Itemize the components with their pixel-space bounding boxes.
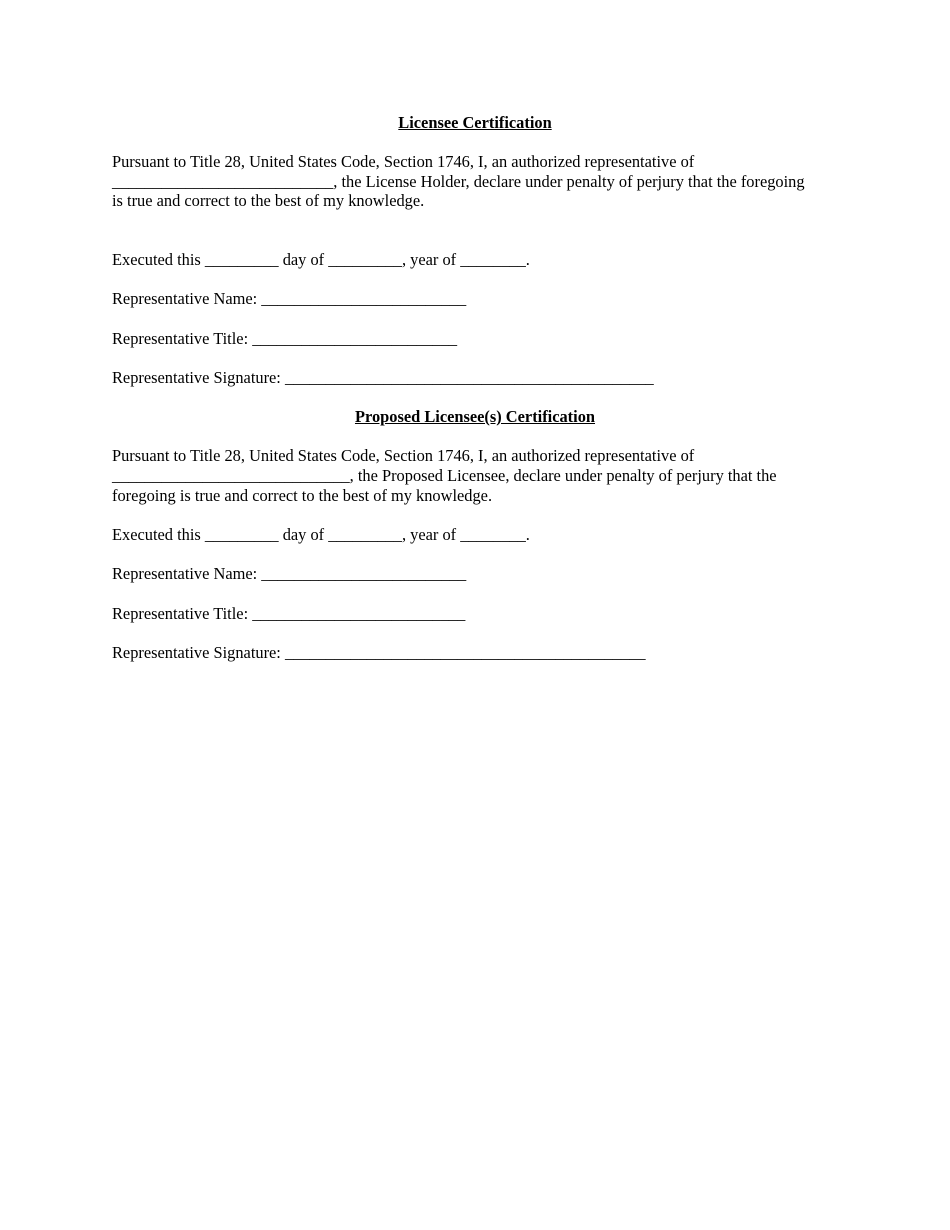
proposed-executed-line: Executed this _________ day of _________, year of ________. bbox=[112, 525, 530, 544]
proposed-representative-name-line: Representative Name: _________________________ bbox=[112, 564, 467, 583]
proposed-licensee-certification-heading: Proposed Licensee(s) Certification bbox=[354, 407, 596, 426]
licensee-certification-heading: Licensee Certification bbox=[398, 113, 552, 132]
licensee-representative-signature-line: Representative Signature: _____________________________________________ bbox=[112, 368, 654, 387]
proposed-paragraph-line-3: foregoing is true and correct to the best of my knowledge. bbox=[112, 486, 493, 505]
licensee-representative-name-line: Representative Name: _________________________ bbox=[112, 289, 467, 308]
licensee-paragraph-line-2: ___________________________, the License Holder, declare under penalty of perjury that the foregoing bbox=[112, 172, 805, 191]
licensee-representative-title-line: Representative Title: _________________________ bbox=[112, 329, 458, 348]
licensee-paragraph-line-1: Pursuant to Title 28, United States Code, Section 1746, I, an authorized representative of bbox=[112, 152, 695, 171]
proposed-paragraph-line-2: _____________________________, the Proposed Licensee, declare under penalty of perjury that the bbox=[112, 466, 777, 485]
proposed-paragraph-line-1: Pursuant to Title 28, United States Code, Section 1746, I, an authorized representative of bbox=[112, 446, 695, 465]
licensee-paragraph-line-3: is true and correct to the best of my knowledge. bbox=[112, 191, 425, 210]
licensee-executed-line: Executed this _________ day of _________, year of ________. bbox=[112, 250, 530, 269]
proposed-representative-title-line: Representative Title: __________________________ bbox=[112, 604, 466, 623]
proposed-representative-signature-line: Representative Signature: ____________________________________________ bbox=[112, 643, 646, 662]
